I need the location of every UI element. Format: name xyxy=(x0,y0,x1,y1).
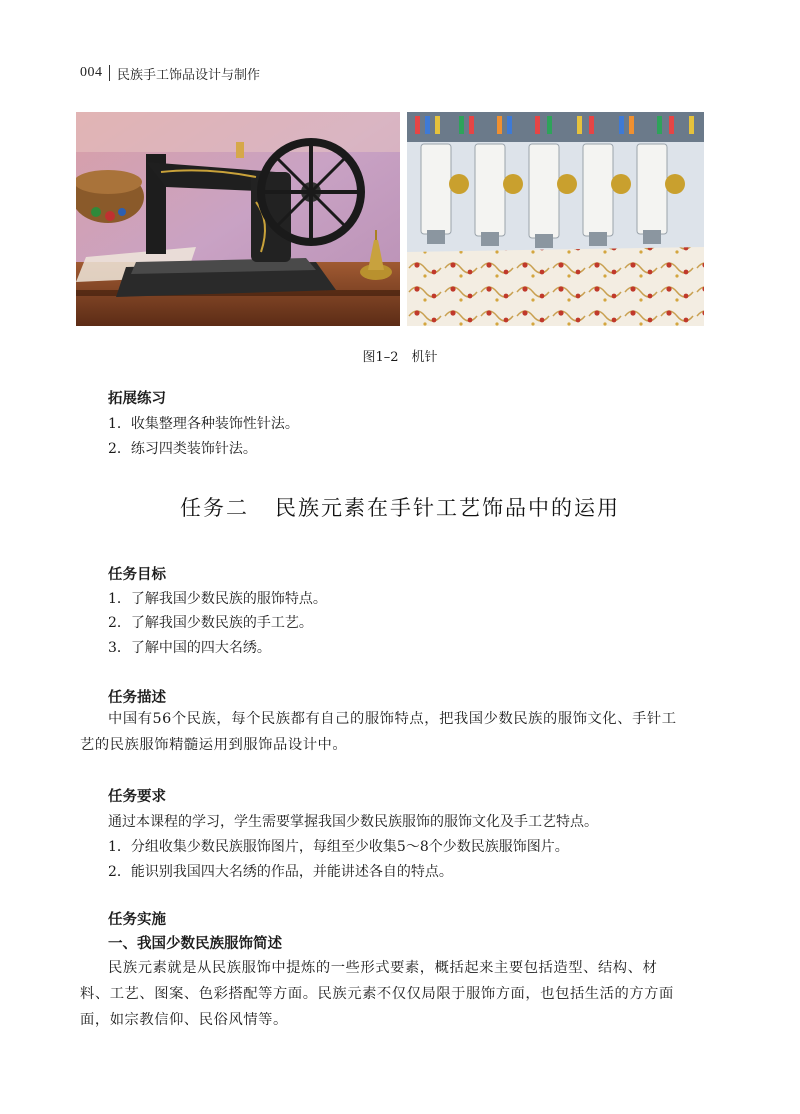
goal-item-3: 3．了解中国的四大名绣。 xyxy=(108,640,271,656)
figure-caption: 图1–2 机针 xyxy=(362,350,438,365)
extension-item-1: 1．收集整理各种装饰性针法。 xyxy=(108,416,299,432)
book-title: 民族手工饰品设计与制作 xyxy=(117,67,261,83)
implementation-line-3: 面，如宗教信仰、民俗风情等。 xyxy=(80,1012,288,1028)
task-description-text xyxy=(80,706,704,758)
task-heading-title: 民族元素在手针工艺饰品中的运用 xyxy=(275,496,620,520)
implementation-text xyxy=(80,955,704,1033)
task-implementation-title: 任务实施 xyxy=(108,912,166,928)
running-header xyxy=(80,60,260,86)
description-line-2: 艺的民族服饰精髓运用到服饰品设计中。 xyxy=(80,737,348,753)
implementation-line-2: 料、工艺、图案、色彩搭配等方面。民族元素不仅仅局限于服饰方面，也包括生活的方方面 xyxy=(80,986,674,1002)
implementation-subtitle: 一、我国少数民族服饰简述 xyxy=(108,936,282,952)
sewing-machine-photo xyxy=(76,112,400,326)
extension-exercise-title: 拓展练习 xyxy=(108,391,166,407)
description-line-1: 中国有56个民族，每个民族都有自己的服饰特点，把我国少数民族的服饰文化、手针工 xyxy=(108,711,677,727)
extension-item-2: 2．练习四类装饰针法。 xyxy=(108,441,257,457)
task-description-title: 任务描述 xyxy=(108,690,166,706)
task-requirements-title: 任务要求 xyxy=(108,789,166,805)
implementation-line-1: 民族元素就是从民族服饰中提炼的一些形式要素，概括起来主要包括造型、结构、材 xyxy=(108,960,658,976)
task-heading-number: 任务二 xyxy=(180,496,249,520)
header-divider xyxy=(109,65,111,81)
requirements-intro: 通过本课程的学习，学生需要掌握我国少数民族服饰的服饰文化及手工艺特点。 xyxy=(108,814,598,830)
task-heading xyxy=(0,492,800,522)
requirement-item-2: 2．能识别我国四大名绣的作品，并能讲述各自的特点。 xyxy=(108,864,453,880)
embroidery-machine-photo xyxy=(407,112,704,326)
task-goals-title: 任务目标 xyxy=(108,567,166,583)
goal-item-2: 2．了解我国少数民族的手工艺。 xyxy=(108,615,313,631)
requirement-item-1: 1．分组收集少数民族服饰图片，每组至少收集5～8个少数民族服饰图片。 xyxy=(108,839,569,855)
goal-item-1: 1．了解我国少数民族的服饰特点。 xyxy=(108,591,327,607)
page-number: 004 xyxy=(80,65,103,80)
